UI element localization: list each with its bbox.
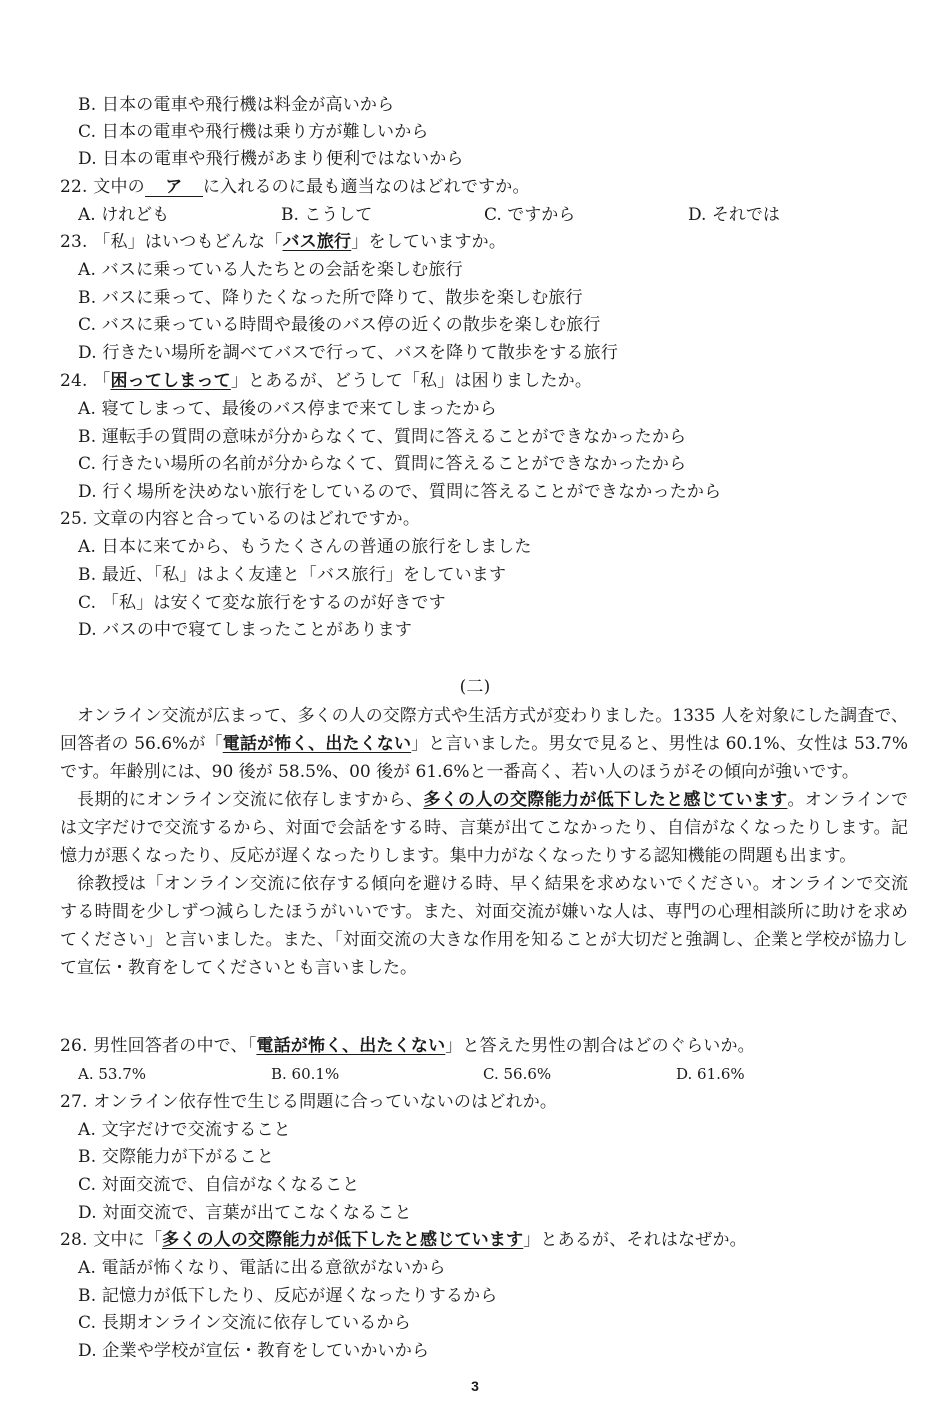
- q24-keyword: 困ってしまって: [110, 371, 231, 391]
- q22-question: [60, 176, 530, 198]
- q23-option-c: C. バスに乗っている時間や最後のバス停の近くの散歩を楽しむ旅行: [78, 315, 601, 335]
- q23-keyword: バス旅行: [282, 232, 352, 252]
- passage-p2-text-a: 長期的にオンライン交流に依存しますから、: [77, 790, 424, 810]
- q22-option-b: B. こうして: [281, 205, 373, 225]
- q25-option-a: A. 日本に来てから、もうたくさんの普通の旅行をしました: [78, 537, 532, 557]
- q24-suffix: 」とあるが、どうして「私」は困りましたか。: [230, 371, 593, 391]
- q27-option-c: C. 対面交流で、自信がなくなること: [78, 1175, 360, 1195]
- q26-suffix: 」と答えた男性の割合はどのぐらいか。: [445, 1036, 755, 1056]
- q26-option-d: D. 61.6%: [676, 1065, 745, 1083]
- q28-option-d: D. 企業や学校が宣伝・教育をしていかいから: [78, 1341, 430, 1361]
- q27-question: 27. オンライン依存性で生じる問題に合っていないのはどれか。: [60, 1092, 558, 1112]
- q24-option-c: C. 行きたい場所の名前が分からなくて、質問に答えることができなかったから: [78, 454, 687, 474]
- q24-question: [60, 370, 592, 392]
- passage: [60, 702, 908, 982]
- q24-option-b: B. 運転手の質問の意味が分からなくて、質問に答えることができなかったから: [78, 427, 687, 447]
- passage-paragraph-2: [60, 786, 908, 870]
- q22-option-c: C. ですから: [484, 205, 576, 225]
- q21-option-b: B. 日本の電車や飛行機は料金が高いから: [78, 95, 395, 115]
- q22-option-a: A. けれども: [78, 205, 170, 225]
- q22-blank: ア: [145, 178, 203, 197]
- q28-question: [60, 1229, 747, 1251]
- q28-option-a: A. 電話が怖くなり、電話に出る意欲がないから: [78, 1258, 446, 1278]
- page-number: 3: [471, 1378, 479, 1394]
- q23-option-d: D. 行きたい場所を調べてバスで行って、バスを降りて散歩をする旅行: [78, 343, 619, 363]
- passage-p2-text-b: 。オンラインでは文字だけで交流するから、対面で会話をする時、言葉が出てこなかったり、自信がなくなったりします。記憶力が悪くなったり、反応が遅くなったりします。集中力がなくなったりする認知機能の問題も出ます。: [60, 790, 909, 866]
- q28-prefix: 28. 文中に「: [60, 1230, 163, 1250]
- q26-options: [78, 1063, 838, 1085]
- q28-suffix: 」とあるが、それはなぜか。: [523, 1230, 747, 1250]
- q23-option-b: B. バスに乗って、降りたくなった所で降りて、散歩を楽しむ旅行: [78, 288, 583, 308]
- q28-option-b: B. 記憶力が低下したり、反応が遅くなったりするから: [78, 1286, 498, 1306]
- q23-suffix: 」をしていますか。: [351, 232, 507, 252]
- q23-prefix: 23. 「私」はいつもどんな「: [60, 232, 283, 252]
- q26-prefix: 26. 男性回答者の中で、「: [60, 1036, 257, 1056]
- q23-option-a: A. バスに乗っている人たちとの会話を楽しむ旅行: [78, 260, 463, 280]
- q27-option-b: B. 交際能力が下がること: [78, 1147, 274, 1167]
- q22-suffix: に入れるのに最も適当なのはどれですか。: [202, 177, 530, 197]
- passage-p1-text-a: オンライン交流が広まって、多くの人の交際方式や生活方式が変わりました。1335 人を対象にした調査で、回答者の 56.6%が「: [60, 706, 908, 754]
- q24-option-d: D. 行く場所を決めない旅行をしているので、質問に答えることができなかったから: [78, 482, 722, 502]
- q22-options: [78, 204, 838, 226]
- passage-paragraph-1: [60, 702, 908, 786]
- q28-keyword: 多くの人の交際能力が低下したと感じています: [162, 1230, 524, 1250]
- q25-option-d: D. バスの中で寝てしまったことがあります: [78, 620, 413, 640]
- q22-option-d: D. それでは: [688, 205, 780, 225]
- q27-option-d: D. 対面交流で、言葉が出てこなくなること: [78, 1203, 412, 1223]
- q26-option-c: C. 56.6%: [483, 1065, 552, 1083]
- q25-question: 25. 文章の内容と合っているのはどれですか。: [60, 509, 421, 529]
- section-title: (二): [459, 677, 491, 697]
- q26-question: [60, 1035, 755, 1057]
- q21-option-d: D. 日本の電車や飛行機があまり便利ではないから: [78, 149, 464, 169]
- passage-p2-keyword: 多くの人の交際能力が低下したと感じています: [423, 790, 788, 810]
- q27-option-a: A. 文字だけで交流すること: [78, 1120, 291, 1140]
- q25-option-c: C. 「私」は安くて変な旅行をするのが好きです: [78, 593, 446, 613]
- q21-option-c: C. 日本の電車や飛行機は乗り方が難しいから: [78, 122, 429, 142]
- passage-paragraph-3: 徐教授は「オンライン交流に依存する傾向を避ける時、早く結果を求めないでください。オンラインで交流する時間を少しずつ減らしたほうがいいです。また、対面交流が嫌いな人は、専門の心理相談所に助けを求めてください」と言いました。また、「対面交流の大きな作用を知ることが大切だと強調し、企業と学校が協力して宣伝・教育をしてくださいとも言いました。: [60, 874, 908, 978]
- q25-option-b: B. 最近、「私」はよく友達と「バス旅行」をしています: [78, 565, 507, 585]
- q26-option-a: A. 53.7%: [78, 1065, 147, 1083]
- passage-p1-text-b: 」と言いました。男女で見ると、男性は 60.1%、女性は 53.7%です。年齢別には、90 後が 58.5%、00 後が 61.6%と一番高く、若い人のほうがその傾向が強いです。: [60, 734, 908, 782]
- passage-p1-keyword: 電話が怖く、出たくない: [222, 734, 412, 754]
- q24-prefix: 24. 「: [60, 371, 111, 391]
- q23-question: [60, 231, 506, 253]
- q26-keyword: 電話が怖く、出たくない: [256, 1036, 446, 1056]
- q24-option-a: A. 寝てしまって、最後のバス停まで来てしまったから: [78, 399, 497, 419]
- q26-option-b: B. 60.1%: [271, 1065, 340, 1083]
- q28-option-c: C. 長期オンライン交流に依存しているから: [78, 1313, 411, 1333]
- q22-prefix: 22. 文中の: [60, 177, 145, 197]
